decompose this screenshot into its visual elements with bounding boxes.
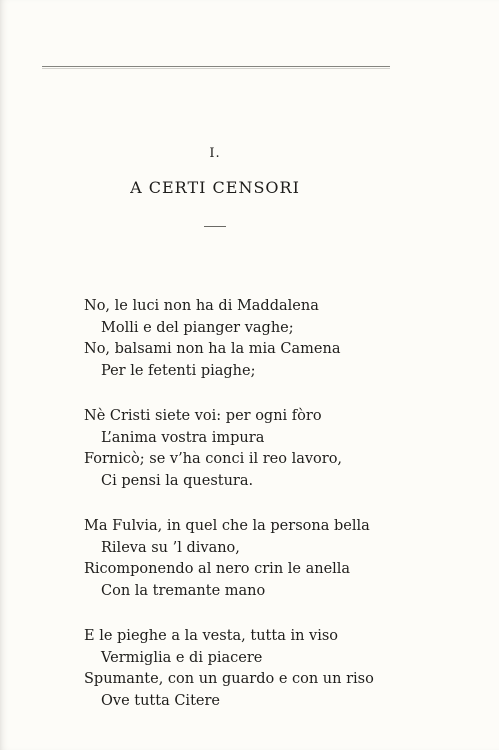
verse-line: E le pieghe a la vesta, tutta in viso (84, 628, 339, 644)
verse-line: Rileva su ’l divano, (101, 539, 240, 556)
verse-line: Molli e del pianger vaghe; (101, 319, 294, 336)
verse-line: Vermiglia e di piacere (101, 649, 263, 666)
section-numeral: I. (209, 146, 221, 161)
verse-line: No, le luci non ha di Maddalena (84, 298, 319, 314)
verse-line: Nè Cristi siete voi: per ogni fòro (84, 408, 322, 424)
verse-line: Spumante, con un guardo e con un riso (84, 671, 374, 687)
title-divider (204, 226, 226, 227)
verse-line: L’anima vostra impura (101, 429, 265, 446)
stanza (84, 296, 444, 382)
poem-body (84, 296, 444, 736)
header-rule (42, 66, 390, 67)
stanza (84, 626, 444, 712)
header-rule-shadow (42, 68, 390, 69)
verse-line: Ci pensi la questura. (101, 472, 254, 489)
verse-line: Fornicò; se v’ha conci il reo lavoro, (84, 451, 343, 467)
verse-line: Ma Fulvia, in quel che la persona bella (84, 518, 370, 534)
verse-line: Ove tutta Citere (101, 692, 220, 709)
verse-line: No, balsami non ha la mia Camena (84, 341, 341, 357)
verse-line: Per le fetenti piaghe; (101, 362, 256, 379)
verse-line: Ricomponendo al nero crin le anella (84, 561, 351, 577)
stanza (84, 406, 444, 492)
stanza (84, 516, 444, 602)
poem-title: A CERTI CENSORI (130, 178, 300, 197)
verse-line: Con la tremante mano (101, 582, 266, 599)
